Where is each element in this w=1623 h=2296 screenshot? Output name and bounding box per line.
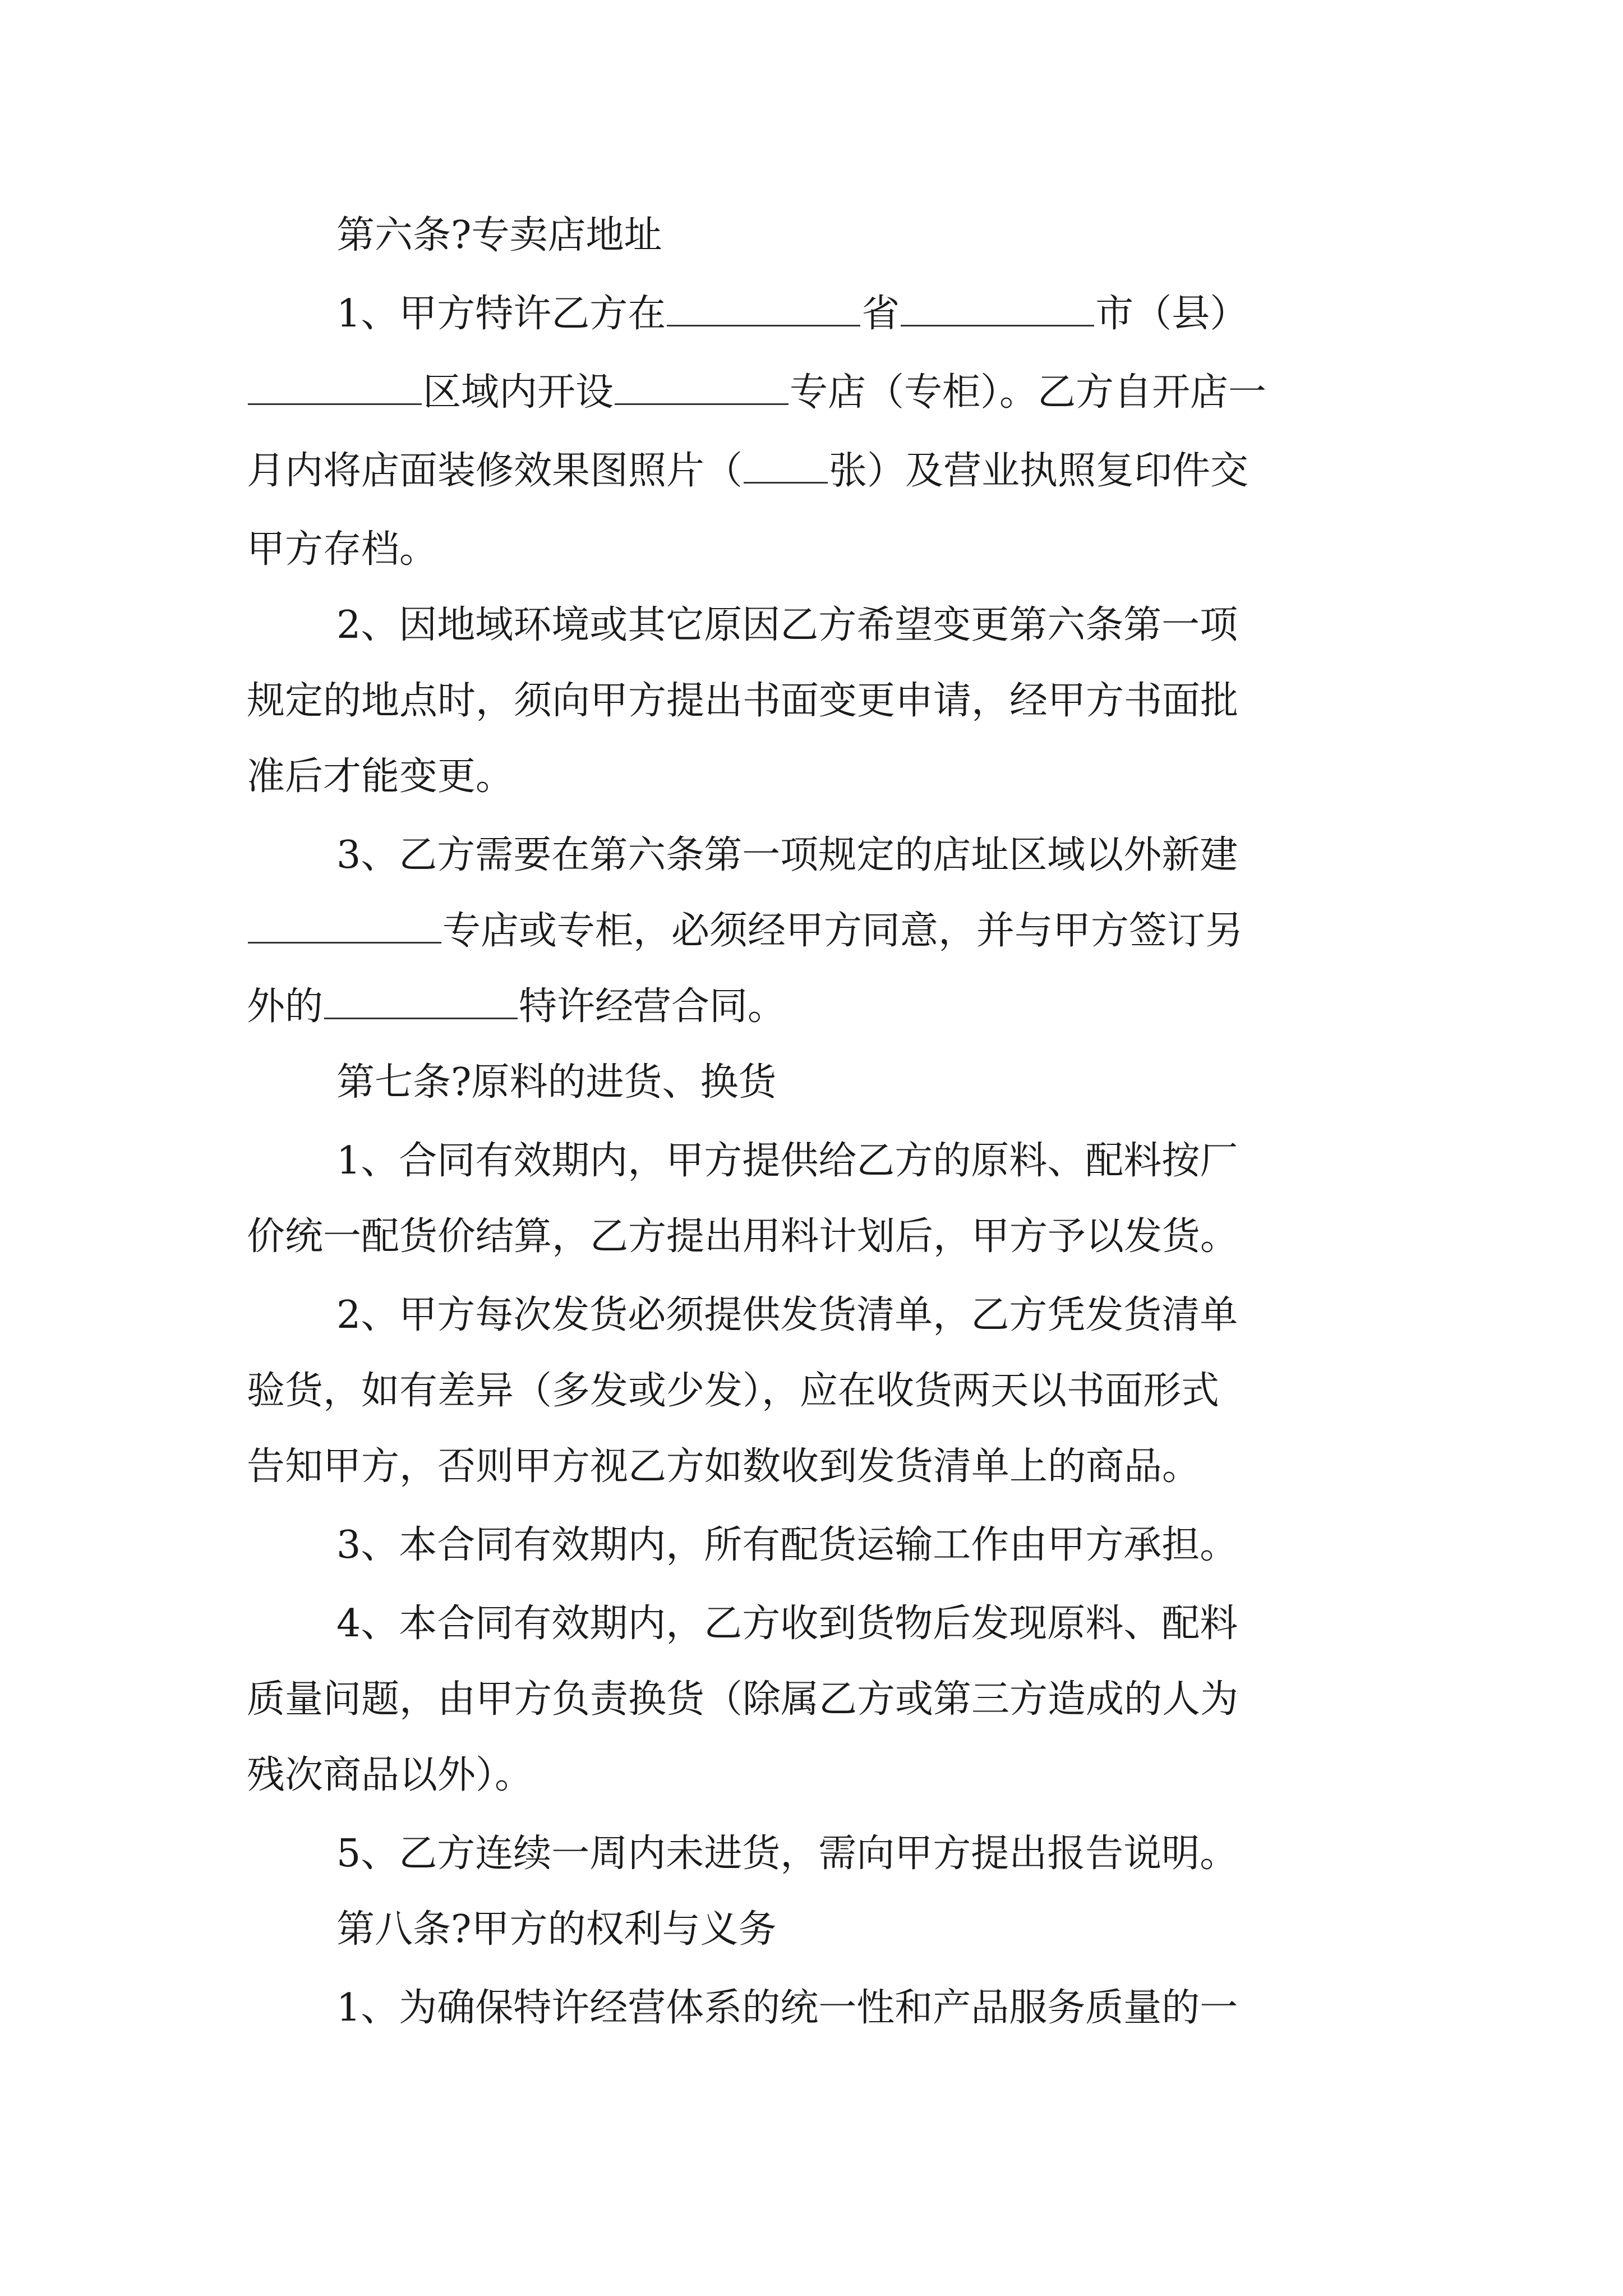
line-text: 验货，如有差异（多发或少发），应在收货两天以书面形式 — [247, 1369, 1220, 1413]
article-7-clause-2-line-2 — [247, 1369, 1623, 1414]
fill-blank-contract — [324, 986, 518, 1019]
article-7-clause-1-line-2 — [247, 1214, 1623, 1259]
line-text: 2、甲方每次发货必须提供发货清单，乙方凭发货清单 — [336, 1293, 1238, 1337]
article-6-clause-2-line-1 — [336, 603, 1623, 648]
line-text: 第七条?原料的进货、换货 — [336, 1060, 777, 1105]
line-text: 张）及营业执照复印件交 — [829, 449, 1249, 493]
article-6-clause-1-line-1 — [336, 292, 1623, 337]
line-text: 甲方存档。 — [247, 527, 438, 572]
article-7-clause-5 — [336, 1832, 1623, 1876]
line-text: 外的 — [247, 984, 324, 1029]
article-6-heading — [336, 213, 1623, 258]
fill-blank-new-store — [248, 910, 441, 944]
article-6-clause-1-line-4 — [247, 527, 1623, 572]
line-text: 市（县） — [1095, 292, 1248, 336]
line-text: 1、甲方特许乙方在 — [336, 292, 666, 336]
line-text: 残次商品以外）。 — [247, 1753, 533, 1797]
line-text: 3、乙方需要在第六条第一项规定的店址区域以外新建 — [336, 833, 1238, 877]
article-6-clause-2-line-3 — [247, 754, 1623, 799]
article-6-clause-3-line-2 — [247, 909, 1623, 954]
line-text: 特许经营合同。 — [519, 984, 786, 1029]
fill-blank-district — [248, 372, 422, 405]
fill-blank-photo-count — [744, 450, 828, 484]
line-text: 第八条?甲方的权利与义务 — [336, 1907, 777, 1952]
article-7-clause-4-line-2 — [247, 1677, 1623, 1722]
article-6-clause-1-line-3 — [247, 449, 1623, 494]
article-8-clause-1-line-1 — [336, 1986, 1623, 2031]
line-text: 5、乙方连续一周内未进货，需向甲方提出报告说明。 — [336, 1832, 1238, 1876]
fill-blank-store-count — [615, 372, 789, 405]
article-7-clause-4-line-1 — [336, 1602, 1623, 1646]
line-text: 省 — [861, 292, 900, 336]
article-7-clause-1-line-1 — [336, 1139, 1623, 1184]
fill-blank-city — [901, 293, 1094, 326]
article-7-clause-3 — [336, 1523, 1623, 1568]
line-text: 1、为确保特许经营体系的统一性和产品服务质量的一 — [336, 1986, 1238, 2030]
article-7-clause-4-line-3 — [247, 1753, 1623, 1798]
line-text: 准后才能变更。 — [247, 754, 514, 799]
fill-blank-province — [667, 293, 860, 326]
line-text: 专店或专柜，必须经甲方同意，并与甲方签订另 — [442, 909, 1244, 953]
line-text: 价统一配货价结算，乙方提出用料计划后，甲方予以发货。 — [247, 1214, 1239, 1259]
article-6-clause-3-line-1 — [336, 833, 1623, 878]
line-text: 3、本合同有效期内，所有配货运输工作由甲方承担。 — [336, 1523, 1238, 1567]
line-text: 2、因地域环境或其它原因乙方希望变更第六条第一项 — [336, 603, 1238, 647]
article-7-clause-2-line-3 — [247, 1444, 1623, 1489]
article-8-heading — [336, 1907, 1623, 1952]
line-text: 质量问题，由甲方负责换货（除属乙方或第三方造成的人为 — [247, 1677, 1239, 1722]
line-text: 第六条?专卖店地址 — [336, 213, 662, 257]
line-text: 区域内开设 — [423, 370, 614, 415]
article-6-clause-1-line-2 — [247, 370, 1623, 415]
line-text: 专店（专柜）。乙方自开店一 — [790, 370, 1267, 415]
article-6-clause-3-line-3 — [247, 984, 1623, 1029]
article-7-clause-2-line-1 — [336, 1293, 1623, 1338]
line-text: 4、本合同有效期内，乙方收到货物后发现原料、配料 — [336, 1602, 1238, 1646]
line-text: 规定的地点时，须向甲方提出书面变更申请，经甲方书面批 — [247, 679, 1239, 723]
line-text: 告知甲方，否则甲方视乙方如数收到发货清单上的商品。 — [247, 1444, 1201, 1489]
line-text: 月内将店面装修效果图照片（ — [247, 449, 743, 493]
article-6-clause-2-line-2 — [247, 679, 1623, 724]
line-text: 1、合同有效期内，甲方提供给乙方的原料、配料按厂 — [336, 1139, 1238, 1183]
article-7-heading — [336, 1060, 1623, 1105]
